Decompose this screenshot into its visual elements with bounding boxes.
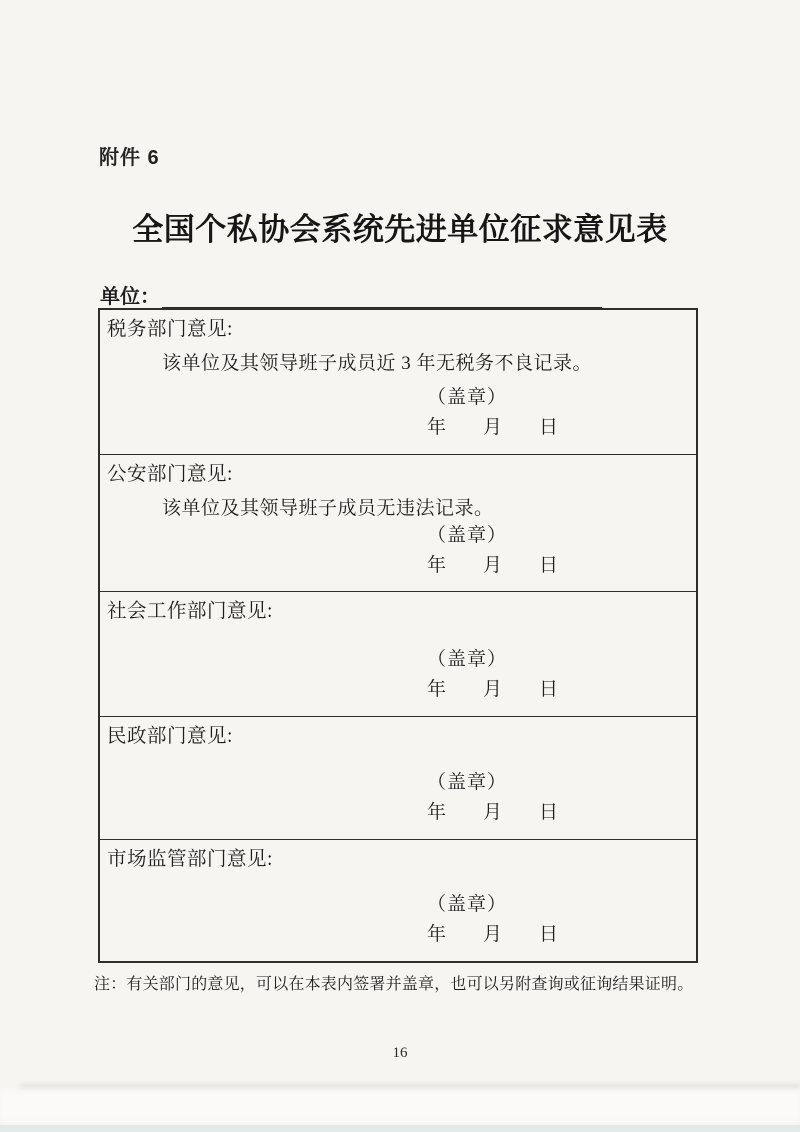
date-label: 年 月 日	[427, 417, 568, 438]
date-label: 年 月 日	[427, 679, 568, 700]
section-label: 税务部门意见:	[107, 319, 233, 340]
form-section-market-regulation	[100, 840, 696, 961]
scan-light-band	[0, 1090, 800, 1122]
stamp-block	[427, 645, 686, 705]
date-label: 年 月 日	[427, 924, 568, 945]
scan-smudge-artifact	[20, 1084, 800, 1089]
date-label: 年 月 日	[427, 802, 568, 823]
opinion-form-table	[98, 308, 698, 963]
date-label: 年 月 日	[427, 555, 568, 576]
form-title: 全国个私协会系统先进单位征求意见表	[132, 212, 668, 247]
stamp-label: （盖章）	[427, 387, 508, 408]
stamp-label: （盖章）	[427, 649, 508, 670]
scan-bottom-edge	[0, 1125, 800, 1132]
section-label: 社会工作部门意见:	[107, 601, 273, 622]
stamp-label: （盖章）	[427, 894, 508, 915]
unit-label: 单位：	[100, 286, 160, 308]
section-statement: 该单位及其领导班子成员无违法记录。	[162, 498, 494, 519]
stamp-label: （盖章）	[427, 525, 508, 546]
form-section-social-work	[100, 592, 696, 717]
form-section-tax	[100, 310, 696, 455]
form-note: 注：有关部门的意见，可以在本表内签署并盖章，也可以另附查询或征询结果证明。	[94, 976, 694, 993]
section-statement: 该单位及其领导班子成员近 3 年无税务不良记录。	[162, 353, 593, 374]
section-label: 民政部门意见:	[107, 726, 233, 747]
stamp-label: （盖章）	[427, 772, 508, 793]
unit-blank-line	[162, 287, 602, 309]
stamp-block	[427, 383, 686, 443]
stamp-block	[427, 768, 686, 828]
stamp-block	[427, 521, 686, 581]
attachment-label: 附件 6	[99, 147, 160, 169]
form-section-police	[100, 455, 696, 592]
section-label: 公安部门意见:	[107, 464, 233, 485]
unit-field	[100, 280, 602, 309]
page-number: 16	[392, 1045, 408, 1061]
form-section-civil-affairs	[100, 717, 696, 840]
stamp-block	[427, 890, 686, 950]
section-label: 市场监管部门意见:	[107, 849, 273, 870]
